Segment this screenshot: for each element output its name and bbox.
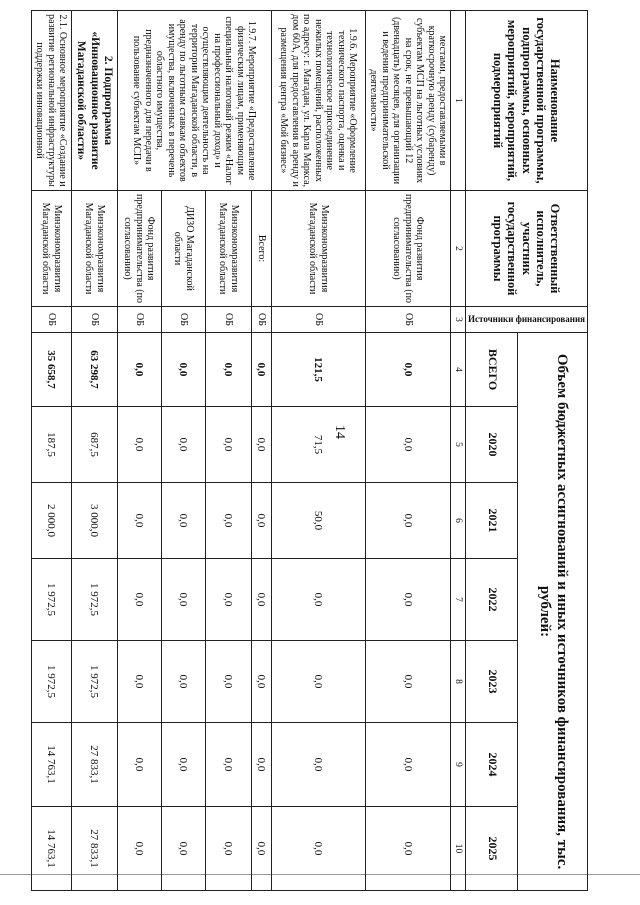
row-value: 0,0 bbox=[161, 559, 205, 641]
funding-table bbox=[31, 10, 588, 891]
row-name: 1.9.6. Мероприятие «Оформление технического паспорта, оценка и технологическое присоединение нежилых помещений, расположенных по адресу: г. Магадан, ул. Карла Маркса, дом 60А, для предоставления в аренду и размещения центра «Мой бизнес» bbox=[271, 11, 365, 191]
table-row bbox=[271, 11, 365, 891]
row-value: 0,0 bbox=[161, 641, 205, 723]
row-executor: Всего: bbox=[251, 191, 271, 307]
row-total: 35 658,7 bbox=[31, 333, 71, 407]
row-value: 27 833,1 bbox=[71, 807, 117, 891]
col-index: 2 bbox=[451, 191, 466, 307]
rotated-table-container bbox=[28, 10, 588, 890]
row-value: 0,0 bbox=[117, 407, 161, 483]
row-value: 0,0 bbox=[161, 407, 205, 483]
row-name: местами, предоставляемыми в краткосрочную аренду (субаренду) субъектам МСП на льготных условиях на срок, не превышающий 12 (двенадцать) месяцев, для организации и ведения предпринимательской деятельности» bbox=[365, 11, 451, 191]
row-name: 2. Подпрограмма «Инновационное развитие Магаданской области» bbox=[71, 11, 117, 191]
row-executor: Минэкономразвития Магаданской области bbox=[31, 191, 71, 307]
row-executor: Минэкономразвития Магаданской области bbox=[271, 191, 365, 307]
row-value: 0,0 bbox=[251, 407, 271, 483]
row-value: 187,5 bbox=[31, 407, 71, 483]
header-total: ВСЕГО bbox=[466, 333, 518, 407]
row-executor: Минэкономразвития Магаданской области bbox=[71, 191, 117, 307]
row-value: 0,0 bbox=[161, 483, 205, 559]
col-index: 3 bbox=[451, 307, 466, 333]
table-row bbox=[71, 11, 117, 891]
row-value: 14 763,1 bbox=[31, 723, 71, 807]
row-source: ОБ bbox=[31, 307, 71, 333]
header-name: Наименование государственной программы, подпрограммы, основных мероприятий, мероприятий, подмероприятий bbox=[466, 11, 588, 191]
row-value: 0,0 bbox=[205, 641, 251, 723]
row-executor: ДИЗО Магаданской области bbox=[161, 191, 205, 307]
col-index: 9 bbox=[451, 723, 466, 807]
row-name: 2.1. Основное мероприятие «Создание и развитие региональной инфраструктуры поддержки инновационной bbox=[31, 11, 71, 191]
row-value: 27 833,1 bbox=[71, 723, 117, 807]
row-value: 0,0 bbox=[271, 641, 365, 723]
row-source: ОБ bbox=[117, 307, 161, 333]
row-value: 0,0 bbox=[271, 807, 365, 891]
header-source bbox=[466, 307, 588, 333]
row-source: ОБ bbox=[71, 307, 117, 333]
row-value: 0,0 bbox=[117, 559, 161, 641]
row-source: ОБ bbox=[161, 307, 205, 333]
col-index: 7 bbox=[451, 559, 466, 641]
row-value: 0,0 bbox=[365, 807, 451, 891]
row-value: 0,0 bbox=[205, 483, 251, 559]
row-value: 0,0 bbox=[117, 641, 161, 723]
column-index-row bbox=[451, 11, 466, 891]
col-index: 10 bbox=[451, 807, 466, 891]
row-total: 0,0 bbox=[205, 333, 251, 407]
col-index: 1 bbox=[451, 11, 466, 191]
header-year-2023: 2023 bbox=[466, 641, 518, 723]
col-index: 5 bbox=[451, 407, 466, 483]
row-source: ОБ bbox=[205, 307, 251, 333]
page-number: 14 bbox=[332, 425, 347, 439]
row-value: 0,0 bbox=[117, 723, 161, 807]
row-value: 0,0 bbox=[365, 559, 451, 641]
row-value: 0,0 bbox=[251, 559, 271, 641]
row-value: 0,0 bbox=[205, 559, 251, 641]
col-index: 8 bbox=[451, 641, 466, 723]
row-value: 0,0 bbox=[365, 483, 451, 559]
table-row bbox=[31, 11, 71, 891]
col-index: 4 bbox=[451, 333, 466, 407]
header-year-2025: 2025 bbox=[466, 807, 518, 891]
row-value: 0,0 bbox=[271, 559, 365, 641]
header-source-text: Источники финансирования bbox=[468, 314, 585, 325]
row-value: 0,0 bbox=[365, 723, 451, 807]
row-total: 0,0 bbox=[161, 333, 205, 407]
table-row bbox=[365, 11, 451, 891]
row-total: 0,0 bbox=[251, 333, 271, 407]
row-value: 0,0 bbox=[365, 641, 451, 723]
row-value: 14 763,1 bbox=[31, 807, 71, 891]
row-value: 0,0 bbox=[365, 407, 451, 483]
row-value: 3 000,0 bbox=[71, 483, 117, 559]
row-value: 0,0 bbox=[251, 483, 271, 559]
row-executor: Минэкономразвития Магаданской области bbox=[205, 191, 251, 307]
row-value: 0,0 bbox=[117, 807, 161, 891]
row-total: 0,0 bbox=[117, 333, 161, 407]
row-value: 0,0 bbox=[161, 807, 205, 891]
row-source: ОБ bbox=[365, 307, 451, 333]
row-value: 0,0 bbox=[205, 723, 251, 807]
row-value: 0,0 bbox=[161, 723, 205, 807]
row-executor: Фонд развития предпринимательства (по согласованию) bbox=[117, 191, 161, 307]
col-index: 6 bbox=[451, 483, 466, 559]
row-value: 687,5 bbox=[71, 407, 117, 483]
row-value: 71,5 bbox=[271, 407, 365, 483]
row-executor: Фонд развития предпринимательства (по согласованию) bbox=[365, 191, 451, 307]
row-total: 121,5 bbox=[271, 333, 365, 407]
row-value: 1 972,5 bbox=[31, 641, 71, 723]
row-value: 0,0 bbox=[205, 807, 251, 891]
row-value: 2 000,0 bbox=[31, 483, 71, 559]
row-total: 0,0 bbox=[365, 333, 451, 407]
header-year-2021: 2021 bbox=[466, 483, 518, 559]
row-value: 0,0 bbox=[205, 407, 251, 483]
header-year-2020: 2020 bbox=[466, 407, 518, 483]
row-value: 1 972,5 bbox=[31, 559, 71, 641]
row-value: 0,0 bbox=[251, 723, 271, 807]
header-executor: Ответственный исполнитель, участник государственной программы bbox=[466, 191, 588, 307]
row-total: 63 298,7 bbox=[71, 333, 117, 407]
row-value: 0,0 bbox=[251, 641, 271, 723]
header-year-2022: 2022 bbox=[466, 559, 518, 641]
row-value: 0,0 bbox=[117, 483, 161, 559]
row-value: 50,0 bbox=[271, 483, 365, 559]
header-funding: Объем бюджетных ассигнований и иных источников финансирования, тыс. рублей: bbox=[518, 333, 588, 891]
header-year-2024: 2024 bbox=[466, 723, 518, 807]
row-value: 1 972,5 bbox=[71, 559, 117, 641]
table-row bbox=[251, 11, 271, 891]
row-value: 1 972,5 bbox=[71, 641, 117, 723]
row-value: 0,0 bbox=[251, 807, 271, 891]
row-name: 1.9.7. Мероприятие «Предоставление физическим лицам, применяющим специальный налоговый режим «Налог на профессиональный доход» и осуществляющим деятельность на территории Магаданской области, в аренду по льготным ставкам объектов имущества, включенных в перечень областного имущества, предназначенного для передачи в пользование субъектам МСП» bbox=[117, 11, 271, 191]
row-source: ОБ bbox=[251, 307, 271, 333]
row-source: ОБ bbox=[271, 307, 365, 333]
row-value: 0,0 bbox=[271, 723, 365, 807]
